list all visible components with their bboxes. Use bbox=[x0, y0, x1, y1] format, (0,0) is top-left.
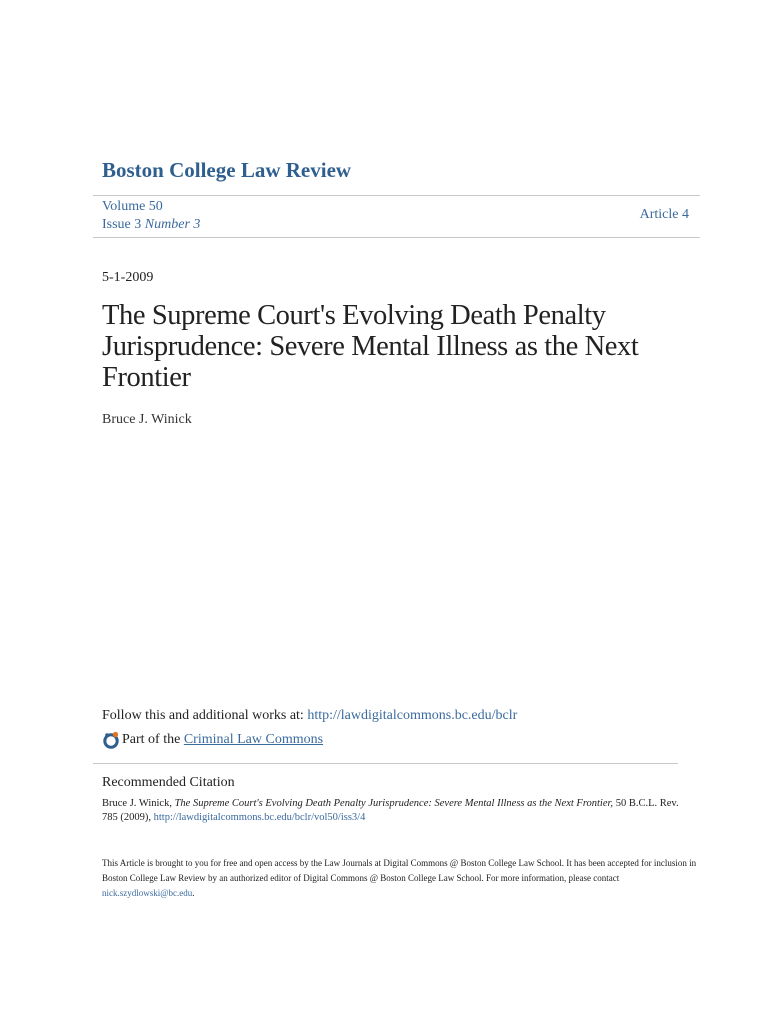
issue-link[interactable]: Issue 3 bbox=[102, 217, 142, 232]
part-of-label: Part of the bbox=[122, 732, 181, 747]
bepress-network-icon bbox=[102, 731, 120, 749]
article-link[interactable]: Article 4 bbox=[639, 207, 689, 222]
follow-url-link[interactable]: http://lawdigitalcommons.bc.edu/bclr bbox=[307, 708, 518, 723]
follow-line bbox=[102, 708, 517, 724]
divider-bottom bbox=[93, 237, 700, 238]
follow-label: Follow this and additional works at: bbox=[102, 708, 304, 723]
contact-email-link[interactable]: nick.szydlowski@bc.edu bbox=[102, 888, 193, 898]
citation-text bbox=[102, 797, 682, 824]
citation-title: The Supreme Court's Evolving Death Penalty Jurisprudence: Severe Mental Illness as the Next Frontier, bbox=[174, 798, 614, 809]
article-author: Bruce J. Winick bbox=[102, 412, 192, 427]
volume-link[interactable]: Volume 50 bbox=[102, 199, 163, 214]
citation-source: 50 B.C.L. Rev. 785 bbox=[102, 798, 679, 823]
issue-number[interactable]: Number 3 bbox=[144, 217, 201, 232]
citation-heading: Recommended Citation bbox=[102, 775, 235, 790]
criminal-law-commons-link[interactable]: Criminal Law Commons bbox=[183, 732, 324, 747]
access-notice-text: This Article is brought to you for free and open access by the Law Journals at Digital Commons @ Boston College Law School. It has been accepted for inclusion in Boston College Law Review by an authorized editor of Digital Commons @ Boston College Law School. For more information, please contact bbox=[102, 858, 697, 883]
article-title-line: Jurisprudence: Severe Mental Illness as the Next bbox=[102, 331, 639, 362]
divider-top bbox=[93, 195, 700, 196]
issue-line[interactable] bbox=[102, 217, 200, 233]
citation-year: (2009), bbox=[120, 811, 151, 823]
access-notice bbox=[102, 856, 702, 901]
journal-title[interactable]: Boston College Law Review bbox=[102, 158, 352, 182]
divider-citation bbox=[93, 763, 678, 764]
access-notice-end: . bbox=[192, 888, 195, 898]
article-title-line: The Supreme Court's Evolving Death Penalty bbox=[102, 300, 606, 331]
citation-url-link[interactable]: http://lawdigitalcommons.bc.edu/bclr/vol50/iss3/4 bbox=[153, 811, 366, 823]
article-title bbox=[102, 300, 702, 393]
part-of-line bbox=[102, 731, 323, 749]
publication-date: 5-1-2009 bbox=[102, 270, 154, 285]
article-title-line: Frontier bbox=[102, 362, 191, 393]
citation-author: Bruce J. Winick, bbox=[102, 798, 172, 809]
